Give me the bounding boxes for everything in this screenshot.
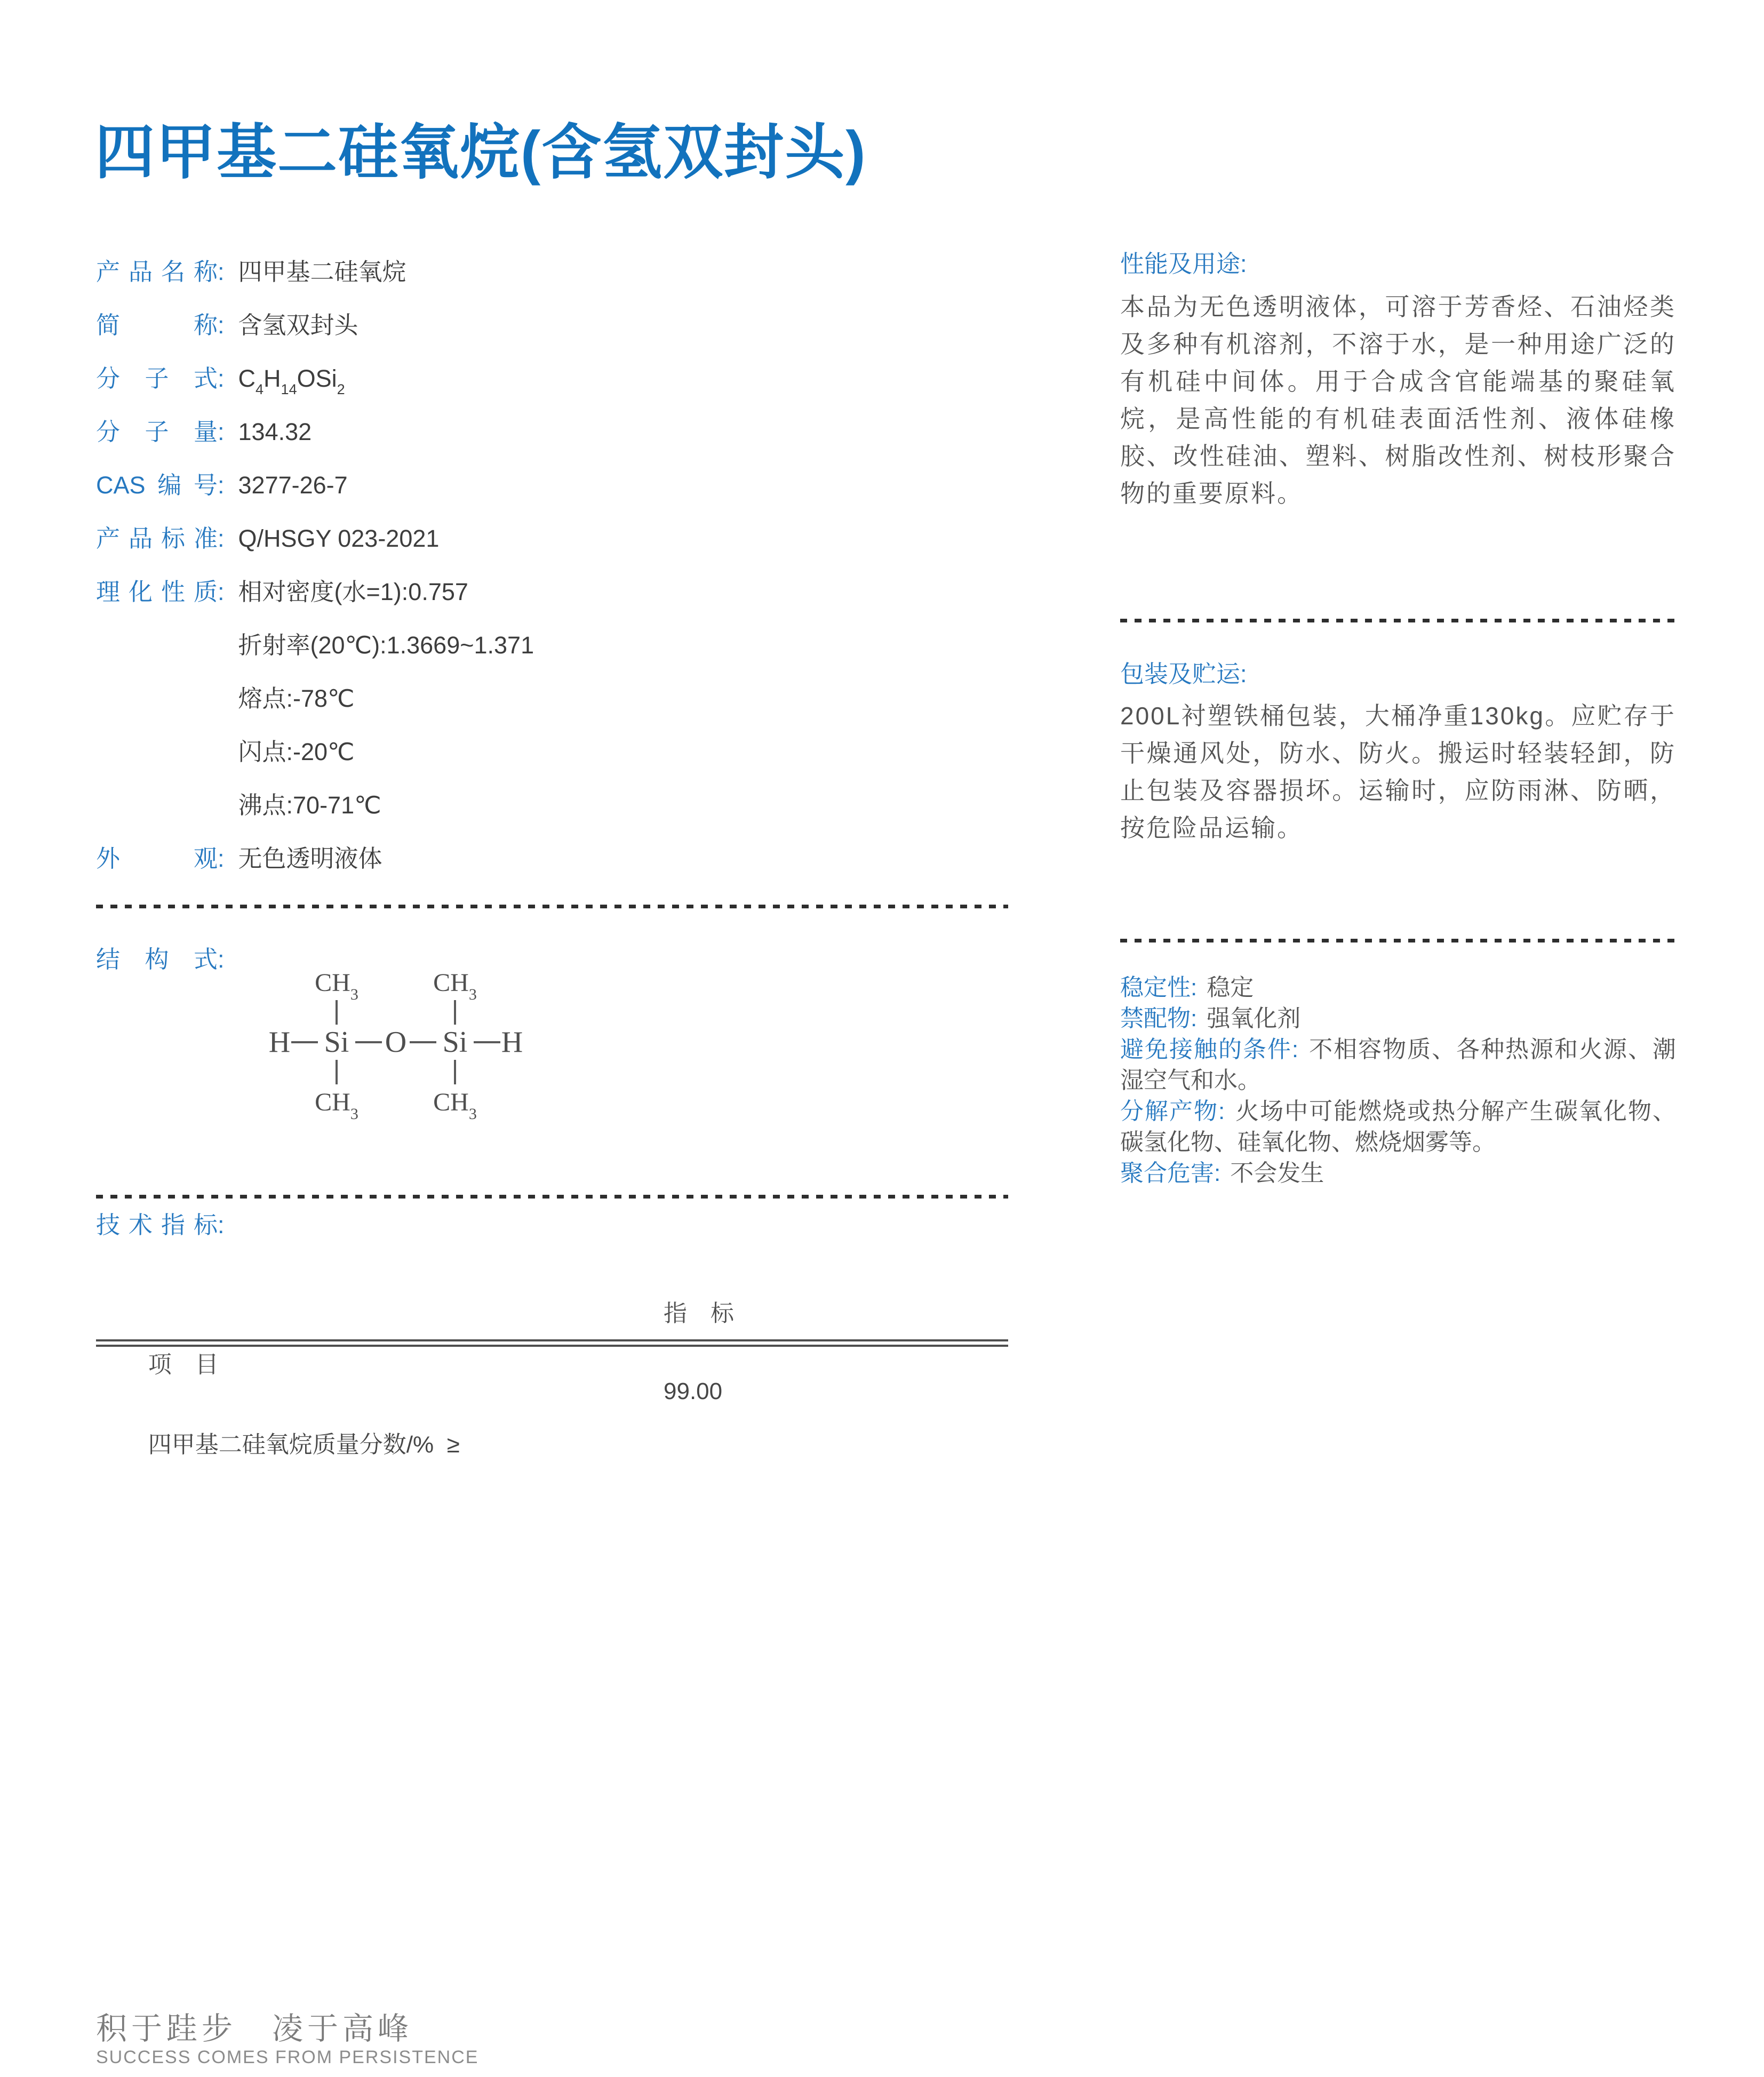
field-row-flash-point [96,725,1008,779]
methyl-group: $CH_3$ [433,968,477,1003]
left-column [96,245,1008,1458]
field-row-boiling-point [96,779,1008,832]
spec-table-header [96,1288,1008,1378]
methyl-group: $CH_3$ [315,1088,358,1123]
section-title-performance: 性能及用途: [1120,250,1247,277]
safety-text: 强氧化剂 [1207,1005,1301,1032]
field-list [96,245,1008,885]
formula-part: C [238,365,256,392]
formula-part: H [264,365,281,392]
bond-horizontal [355,1041,382,1043]
bond-vertical [336,1000,338,1025]
field-colon: : [218,365,225,392]
page-title: 四甲基二硅氧烷(含氢双封头) [95,119,867,186]
field-row-appearance [96,832,1008,885]
right-column [1120,245,1676,1189]
field-value: 无色透明液体 [238,845,382,872]
field-value: 相对密度(水=1):0.757 [238,578,468,605]
field-row-physical-properties [96,565,1008,619]
field-label: 外观 [96,845,218,872]
field-colon: : [218,258,225,285]
safety-text: 不会发生 [1230,1160,1324,1186]
field-label: CAS编号 [96,472,218,499]
field-value: 熔点:-78℃ [238,685,355,712]
structure-section-label [96,933,1008,986]
table-double-rule [96,1339,1008,1347]
table-header-value: 指 标 [664,1300,734,1327]
safety-item-stability [1120,972,1676,1003]
formula-part: OSi [297,365,337,392]
field-colon: : [218,578,225,605]
dashed-divider [96,1195,1008,1199]
spec-table [96,1288,1008,1458]
table-cell-item: 四甲基二硅氧烷质量分数/% ≥ [148,1432,460,1458]
safety-label: 禁配物: [1120,1005,1198,1032]
field-label: 分子式 [96,365,218,392]
field-row-molecular-weight [96,405,1008,459]
dashed-divider [1120,939,1676,942]
field-row-product-name [96,245,1008,299]
safety-label: 分解产物: [1120,1098,1225,1124]
safety-text: 不相容物质、各种热源和火源、潮湿空气和水。 [1120,1036,1676,1093]
structure-diagram [268,965,524,1123]
field-row-refractive-index [96,619,1008,672]
table-cell-value: 99.00 [664,1378,723,1404]
bond-vertical [454,1000,456,1025]
section-body-performance: 本品为无色透明液体，可溶于芳香烃、石油烃类及多种有机溶剂，不溶于水，是一种用途广泛的有机硅中间体。用于合成含官能端基的聚硅氧烷，是高性能的有机硅表面活性剂、液体硅橡胶、改性硅油、塑料、树脂改性剂、树枝形聚合物的重要原料。 [1120,293,1676,507]
formula-subscript: 2 [337,381,345,397]
field-colon: : [218,472,225,499]
field-row-product-standard [96,512,1008,565]
field-value: 含氢双封头 [238,311,358,339]
field-value: 四甲基二硅氧烷 [238,258,406,285]
silicon-atom: Si [324,1026,349,1059]
field-value: 闪点:-20℃ [238,738,355,765]
field-value: Q/HSGY 023-2021 [238,525,440,552]
section-title-packaging: 包装及贮运: [1120,660,1247,688]
field-value: 沸点:70-71℃ [238,792,381,819]
footer-slogan-en: SUCCESS COMES FROM PERSISTENCE [96,2047,479,2067]
formula-subscript: 14 [281,381,297,397]
field-row-molecular-formula [96,352,1008,405]
safety-label: 避免接触的条件: [1120,1036,1299,1063]
field-row-short-name [96,299,1008,352]
field-label: 技术指标 [96,1211,218,1239]
field-label: 分子量 [96,418,218,445]
table-header-item: 项 目 [148,1352,219,1378]
hydrogen-atom: H [268,1026,291,1059]
dashed-divider [1120,619,1676,622]
bond-vertical [454,1060,456,1084]
safety-label: 稳定性: [1120,974,1198,1001]
safety-item-conditions-to-avoid [1120,1034,1676,1096]
footer-slogan-cn: 积于跬步 凌于高峰 [96,2011,413,2046]
safety-item-decomposition-products [1120,1096,1676,1158]
silicon-atom: Si [442,1026,468,1059]
tech-indicators-label [96,1199,1008,1252]
field-colon: : [218,845,225,872]
bond-horizontal [474,1041,500,1043]
molecular-formula [238,365,345,397]
bond-horizontal [291,1041,318,1043]
field-label: 简称 [96,311,218,339]
oxygen-atom: O [385,1026,407,1059]
field-colon: : [218,946,225,973]
safety-text: 稳定 [1207,974,1254,1001]
field-colon: : [218,311,225,339]
safety-label: 聚合危害: [1120,1160,1221,1186]
field-label: 结构式 [96,946,218,973]
methyl-group: $CH_3$ [315,968,358,1003]
field-colon: : [218,1211,225,1239]
field-label: 产品名称 [96,258,218,285]
field-value: 折射率(20℃):1.3669~1.371 [238,632,534,659]
safety-item-polymerization-hazard [1120,1158,1676,1189]
field-value: 134.32 [238,418,312,445]
table-row [96,1365,1008,1458]
field-row-cas-number [96,459,1008,512]
field-label: 产品标准 [96,525,218,552]
section-body-packaging: 200L衬塑铁桶包装，大桶净重130kg。应贮存于干燥通风处，防水、防火。搬运时轻装轻卸，防止包装及容器损坏。运输时，应防雨淋、防晒，按危险品运输。 [1120,702,1676,842]
safety-item-incompatibles [1120,1003,1676,1034]
field-colon: : [218,418,225,445]
field-colon: : [218,525,225,552]
field-label: 理化性质 [96,578,218,605]
dashed-divider [96,905,1008,908]
formula-subscript: 4 [256,381,264,397]
bond-vertical [336,1060,338,1084]
field-value: 3277-26-7 [238,472,348,499]
bond-horizontal [410,1041,436,1043]
field-row-melting-point [96,672,1008,725]
safety-list [1120,972,1676,1189]
hydrogen-atom: H [501,1026,523,1059]
methyl-group: $CH_3$ [433,1088,477,1123]
safety-text: 火场中可能燃烧或热分解产生碳氧化物、碳氢化物、硅氧化物、燃烧烟雾等。 [1120,1098,1676,1155]
